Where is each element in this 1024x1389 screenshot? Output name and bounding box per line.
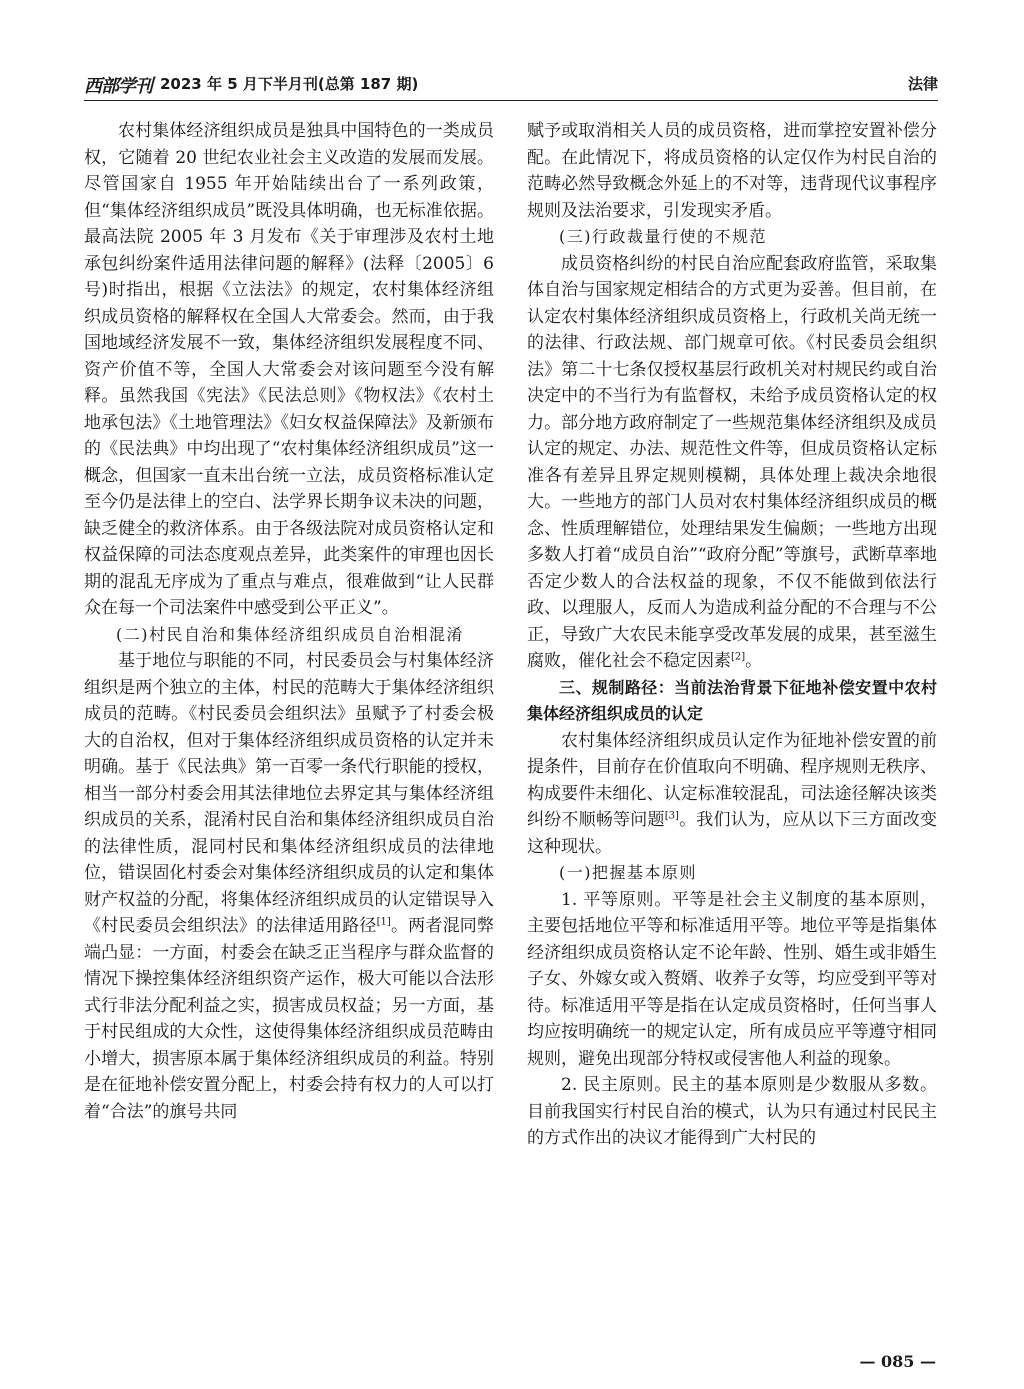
paragraph-text: 。我们认为，应从以下三方面改变这种现状。 [527,810,937,857]
citation-ref: [2] [731,651,746,663]
paragraph-text: 农村集体经济组织成员认定作为征地补偿安置的前提条件，目前存在价值取向不明确、程序规则无秩序、构成要件未细化、认定标准较混乱，司法途径解决该类纠纷不顺畅等问题 [527,730,937,830]
journal-logo: 西部学刊 [84,76,152,97]
paragraph: 1. 平等原则。平等是社会主义制度的基本原则，主要包括地位平等和标准适用平等。地位平等是指集体经济组织成员资格认定不论年龄、性别、婚生或非婚生子女、外嫁女或入赘婿、收养子女等，均应受到平等对待。标准适用平等是指在认定成员资格时，任何当事人均应按明确统一的规定认定，所有成员应平等遵守相同规则，避免出现部分特权或侵害他人利益的现象。 [527,889,937,1069]
left-column [84,118,494,1318]
paragraph-text: 成员资格纠纷的村民自治应配套政府监管，采取集体自治与国家规定相结合的方式更为妥善。但目前，在认定农村集体经济组织成员资格上，行政机关尚无统一的法律、行政法规、部门规章可依。《村民委员会组织法》第二十七条仅授权基层行政机关对村规民约或自治决定中的不当行为有监督权，未给予成员资格认定的权力。部分地方政府制定了一些规范集体经济组织及成员认定的规定、办法、规范性文件等，但成员资格认定标准各有差异且界定规则模糊，具体处理上裁决余地很大。一些地方的部门人员对农村集体经济组织成员的概念、性质理解错位，处理结果发生偏颇；一些地方出现多数人打着“成员自治”“政府分配”等旗号，武断草率地否定少数人的合法权益的现象，不仅不能做到依法行政、以理服人，反而人为造成利益分配的不合理与不公正，导致广大农民未能享受改革发展的成果，甚至滋生腐败，催化社会不稳定因素 [527,253,937,671]
subsection-heading: (二)村民自治和集体经济组织成员自治相混淆 [116,624,464,644]
section-name: 法律 [907,75,938,93]
page-number: — 085 — [859,1352,936,1371]
page-header [84,70,938,101]
paragraph-text: 。 [745,651,763,671]
paragraph-text: 基于地位与职能的不同，村民委员会与村集体经济组织是两个独立的主体，村民的范畴大于集体经济组织成员的范畴。《村民委员会组织法》虽赋予了村委会极大的自治权，但对于集体经济组织成员资格的认定并未明确。基于《民法典》第一百零一条代行职能的授权，相当一部分村委会用其法律地位去界定其与集体经济组织成员的关系，混淆村民自治和集体经济组织成员自治的法律性质，混同村民和集体经济组织成员的法律地位，错误固化村委会对集体经济组织成员的认定和集体财产权益的分配，将集体经济组织成员的认定错误导入《村民委员会组织法》的法律适用路径 [84,651,494,936]
paragraph: 2. 民主原则。民主的基本原则是少数服从多数。目前我国实行村民自治的模式，认为只有通过村民民主的方式作出的决议才能得到广大村民的 [527,1075,937,1148]
issue-info: 2023 年 5 月下半月刊(总第 187 期) [160,75,419,93]
subsection-heading: (三)行政裁量行使的不规范 [559,227,767,246]
paragraph [527,251,937,675]
paragraph [84,648,494,1125]
section-heading: 三、规制路径：当前法治背景下征地补偿安置中农村集体经济组织成员的认定 [527,677,937,723]
paragraph: 赋予或取消相关人员的成员资格，进而掌控安置补偿分配。在此情况下，将成员资格的认定仅作为村民自治的范畴必然导致概念外延上的不对等，违背现代议事程序规则及法治要求，引发现实矛盾。 [527,121,937,221]
subsection-heading: (一)把握基本原则 [559,863,697,882]
paragraph-text: 。两者混同弊端凸显：一方面，村委会在缺乏正当程序与群众监督的情况下操控集体经济组织资产运作，极大可能以合法形式行非法分配利益之实，损害成员权益；另一方面，基于村民组成的大众性，这使得集体经济组织成员范畴由小增大，损害原本属于集体经济组织成员的利益。特别是在征地补偿安置分配上，村委会持有权力的人可以打着“合法”的旗号共同 [84,916,494,1122]
right-column [527,118,937,1318]
paragraph [527,728,937,861]
paragraph: 农村集体经济组织成员是独具中国特色的一类成员权，它随着 20 世纪农业社会主义改造的发展而发展。尽管国家自 1955 年开始陆续出台了一系列政策，但“集体经济组织成员”既没具体明确，也无标准依据。最高法院 2005 年 3 月发布《关于审理涉及农村土地承包纠纷案件适用法律问题的解释》(法释〔2005〕6 号)时指出，根据《立法法》的规定，农村集体经济组织成员资格的解释权在全国人大常委会。然而，由于我国地域经济发展不一致，集体经济组织发展程度不同、资产价值不等，全国人大常委会对该问题至今没有解释。虽然我国《宪法》《民法总则》《物权法》《农村土地承包法》《土地管理法》《妇女权益保障法》及新颁布的《民法典》中均出现了“农村集体经济组织成员”这一概念，但国家一直未出台统一立法，成员资格标准认定至今仍是法律上的空白、法学界长期争议未决的问题，缺乏健全的救济体系。由于各级法院对成员资格认定和权益保障的司法态度观点差异，此类案件的审理也因长期的混乱无序成为了重点与难点，很难做到“让人民群众在每一个司法案件中感受到公平正义”。 [84,121,494,618]
citation-ref: [3] [664,810,679,822]
citation-ref: [1] [376,916,391,928]
